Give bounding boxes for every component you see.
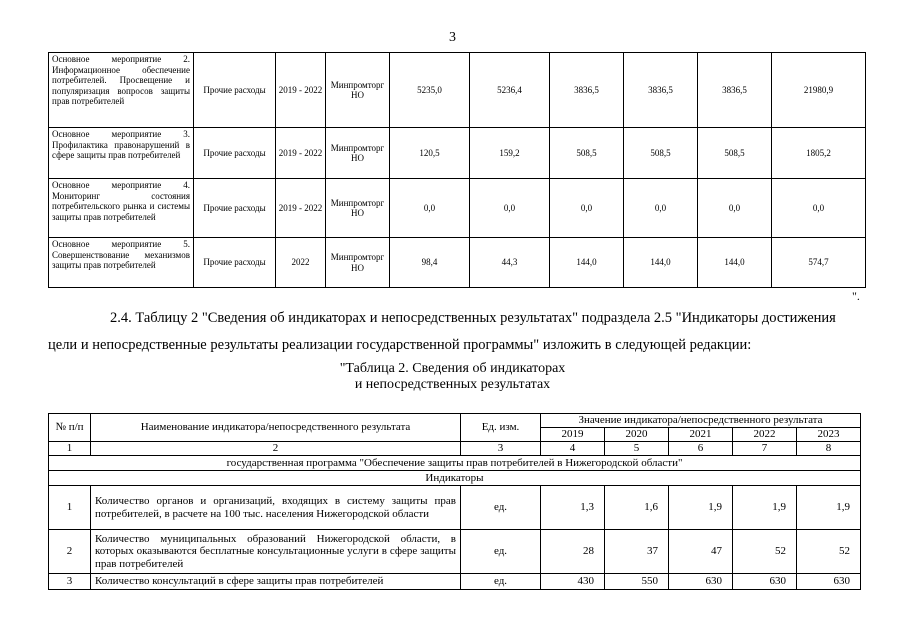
header-year: 2020: [605, 428, 669, 442]
amount-cell: 5236,4: [470, 53, 550, 128]
paragraph-line-2: цели и непосредственные результаты реализации государственной программы" изложить в следующей редакции:: [48, 337, 752, 353]
row-number: 1: [49, 486, 91, 530]
header-year: 2019: [541, 428, 605, 442]
column-number: 8: [797, 442, 861, 456]
amount-cell: 3836,5: [550, 53, 624, 128]
amount-cell: 574,7: [772, 238, 866, 288]
value-cell: 630: [733, 574, 797, 590]
activity-name: Основное мероприятие 5. Совершенствование механизмов защиты прав потребителей: [49, 238, 194, 288]
unit: ед.: [461, 574, 541, 590]
header-name: Наименование индикатора/непосредственного результата: [91, 414, 461, 442]
table-row: [49, 53, 866, 128]
executor: Минпромторг НО: [326, 179, 390, 238]
indicator-name: Количество органов и организаций, входящих в систему защиты прав потребителей, в расчете на 100 тыс. населения Нижегородской области: [91, 486, 461, 530]
table-row: [49, 486, 861, 530]
column-number: 3: [461, 442, 541, 456]
amount-cell: 508,5: [550, 128, 624, 179]
header-unit: Ед. изм.: [461, 414, 541, 442]
expense-type: Прочие расходы: [194, 238, 276, 288]
amount-cell: 0,0: [772, 179, 866, 238]
indicator-name: Количество муниципальных образований Нижегородской области, в которых оказываются бесплатные консультационные услуги в сфере защиты прав потребителей: [91, 530, 461, 574]
row-number: 3: [49, 574, 91, 590]
amount-cell: 0,0: [390, 179, 470, 238]
amount-cell: 3836,5: [698, 53, 772, 128]
header-num: № п/п: [49, 414, 91, 442]
amount-cell: 1805,2: [772, 128, 866, 179]
executor: Минпромторг НО: [326, 238, 390, 288]
column-number: 2: [91, 442, 461, 456]
amount-cell: 0,0: [550, 179, 624, 238]
column-number: 7: [733, 442, 797, 456]
amount-cell: 0,0: [624, 179, 698, 238]
expense-type: Прочие расходы: [194, 179, 276, 238]
value-cell: 1,3: [541, 486, 605, 530]
amount-cell: 3836,5: [624, 53, 698, 128]
table-row: [49, 179, 866, 238]
amount-cell: 0,0: [698, 179, 772, 238]
amount-cell: 508,5: [698, 128, 772, 179]
table-row: [49, 128, 866, 179]
amount-cell: 0,0: [470, 179, 550, 238]
amount-cell: 159,2: [470, 128, 550, 179]
unit: ед.: [461, 530, 541, 574]
expenses-table: [48, 52, 866, 288]
table-caption: [0, 361, 905, 393]
value-cell: 430: [541, 574, 605, 590]
value-cell: 1,9: [669, 486, 733, 530]
indicator-name: Количество консультаций в сфере защиты прав потребителей: [91, 574, 461, 590]
page-number: 3: [449, 30, 456, 45]
indicators-table: [48, 413, 861, 590]
table-row: [49, 238, 866, 288]
expense-type: Прочие расходы: [194, 128, 276, 179]
column-number: 5: [605, 442, 669, 456]
value-cell: 52: [797, 530, 861, 574]
section-row: Индикаторы: [49, 471, 861, 486]
executor: Минпромторг НО: [326, 128, 390, 179]
period: 2019 - 2022: [276, 128, 326, 179]
period: 2019 - 2022: [276, 53, 326, 128]
amount-cell: 144,0: [550, 238, 624, 288]
header-year: 2021: [669, 428, 733, 442]
table-row: [49, 530, 861, 574]
column-number: 1: [49, 442, 91, 456]
column-numbers-row: [49, 442, 861, 456]
period: 2019 - 2022: [276, 179, 326, 238]
amount-cell: 44,3: [470, 238, 550, 288]
activity-name: Основное мероприятие 4. Мониторинг состояния потребительского рынка и системы защиты прав потребителей: [49, 179, 194, 238]
unit: ед.: [461, 486, 541, 530]
amount-cell: 98,4: [390, 238, 470, 288]
row-number: 2: [49, 530, 91, 574]
paragraph-line-1: 2.4. Таблицу 2 "Сведения об индикаторах и непосредственных результатах" подраздела 2.5 "Индикаторы достижения: [110, 310, 836, 326]
value-cell: 630: [669, 574, 733, 590]
value-cell: 28: [541, 530, 605, 574]
value-cell: 630: [797, 574, 861, 590]
expense-type: Прочие расходы: [194, 53, 276, 128]
amount-cell: 508,5: [624, 128, 698, 179]
program-row: государственная программа "Обеспечение защиты прав потребителей в Нижегородской области": [49, 456, 861, 471]
value-cell: 1,9: [733, 486, 797, 530]
value-cell: 1,6: [605, 486, 669, 530]
amount-cell: 21980,9: [772, 53, 866, 128]
table-row: [49, 574, 861, 590]
value-cell: 47: [669, 530, 733, 574]
value-cell: 1,9: [797, 486, 861, 530]
amount-cell: 5235,0: [390, 53, 470, 128]
column-number: 6: [669, 442, 733, 456]
amount-cell: 144,0: [698, 238, 772, 288]
column-number: 4: [541, 442, 605, 456]
closing-quote: ".: [852, 289, 860, 303]
amount-cell: 144,0: [624, 238, 698, 288]
executor: Минпромторг НО: [326, 53, 390, 128]
value-cell: 37: [605, 530, 669, 574]
activity-name: Основное мероприятие 3. Профилактика правонарушений в сфере защиты прав потребителей: [49, 128, 194, 179]
header-year: 2023: [797, 428, 861, 442]
header-values-group: Значение индикатора/непосредственного результата: [541, 414, 861, 428]
period: 2022: [276, 238, 326, 288]
caption-line-2: и непосредственных результатах: [354, 377, 551, 392]
caption-line-1: "Таблица 2. Сведения об индикаторах: [339, 361, 566, 376]
header-year: 2022: [733, 428, 797, 442]
amount-cell: 120,5: [390, 128, 470, 179]
activity-name: Основное мероприятие 2. Информационное обеспечение потребителей. Просвещение и популяризация вопросов защиты прав потребителей: [49, 53, 194, 128]
value-cell: 550: [605, 574, 669, 590]
value-cell: 52: [733, 530, 797, 574]
